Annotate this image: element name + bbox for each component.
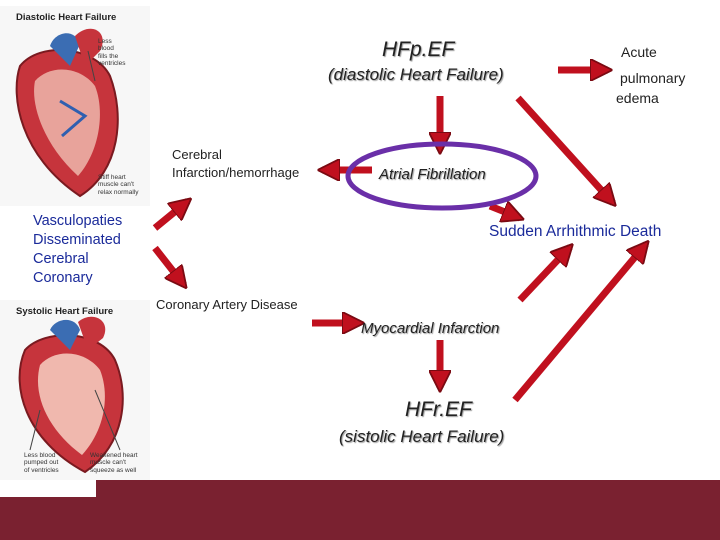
diastolic-note-bottom: Stiff heart muscle can't relax normally	[98, 174, 139, 196]
arrow-vasculopaties-to-cad	[155, 248, 184, 285]
hfref-title: HFr.EF	[405, 398, 472, 421]
footer-bar	[0, 497, 720, 540]
arrow-atrial-to-sudden-death	[490, 206, 520, 218]
arrow-cad-to-sudden-death	[520, 247, 570, 300]
pulmonary-label: pulmonary	[620, 70, 686, 86]
infarction-hemorrhage-label: Infarction/hemorrhage	[172, 165, 300, 180]
myocardial-infarction-label: Myocardial Infarction	[361, 320, 500, 337]
hfref-subtitle: (sistolic Heart Failure)	[339, 427, 505, 446]
arrow-hfref-to-sudden-death	[515, 244, 646, 400]
footer-strip	[96, 480, 720, 497]
vasculopaties-label: Vasculopaties	[33, 213, 123, 229]
cerebral-label: Cerebral	[172, 147, 222, 162]
sudden-arrhythmic-death-label: Sudden Arrhithmic Death	[489, 223, 662, 240]
diastolic-note-top: Less blood fills the ventricles	[98, 38, 126, 68]
systolic-note-left: Less blood pumped out of ventricles	[24, 452, 59, 474]
coronary-label: Coronary	[33, 270, 93, 286]
acute-label: Acute	[621, 44, 657, 60]
systolic-note-right: Weakened heart muscle can't squeeze as well	[90, 452, 138, 474]
hfpef-subtitle: (diastolic Heart Failure)	[328, 65, 504, 84]
disseminated-label: Disseminated	[33, 232, 121, 248]
diastolic-panel-title: Diastolic Heart Failure	[16, 12, 117, 23]
cerebral-vascular-label: Cerebral	[33, 251, 89, 267]
coronary-artery-disease-label: Coronary Artery Disease	[156, 297, 298, 312]
hfpef-title: HFp.EF	[382, 38, 455, 61]
atrial-fibrillation-label: Atrial Fibrillation	[379, 166, 486, 183]
arrow-vasculopaties-to-cerebral	[155, 201, 188, 228]
edema-label: edema	[616, 90, 659, 106]
systolic-panel-title: Systolic Heart Failure	[16, 306, 114, 317]
footer-white-block	[0, 480, 96, 497]
